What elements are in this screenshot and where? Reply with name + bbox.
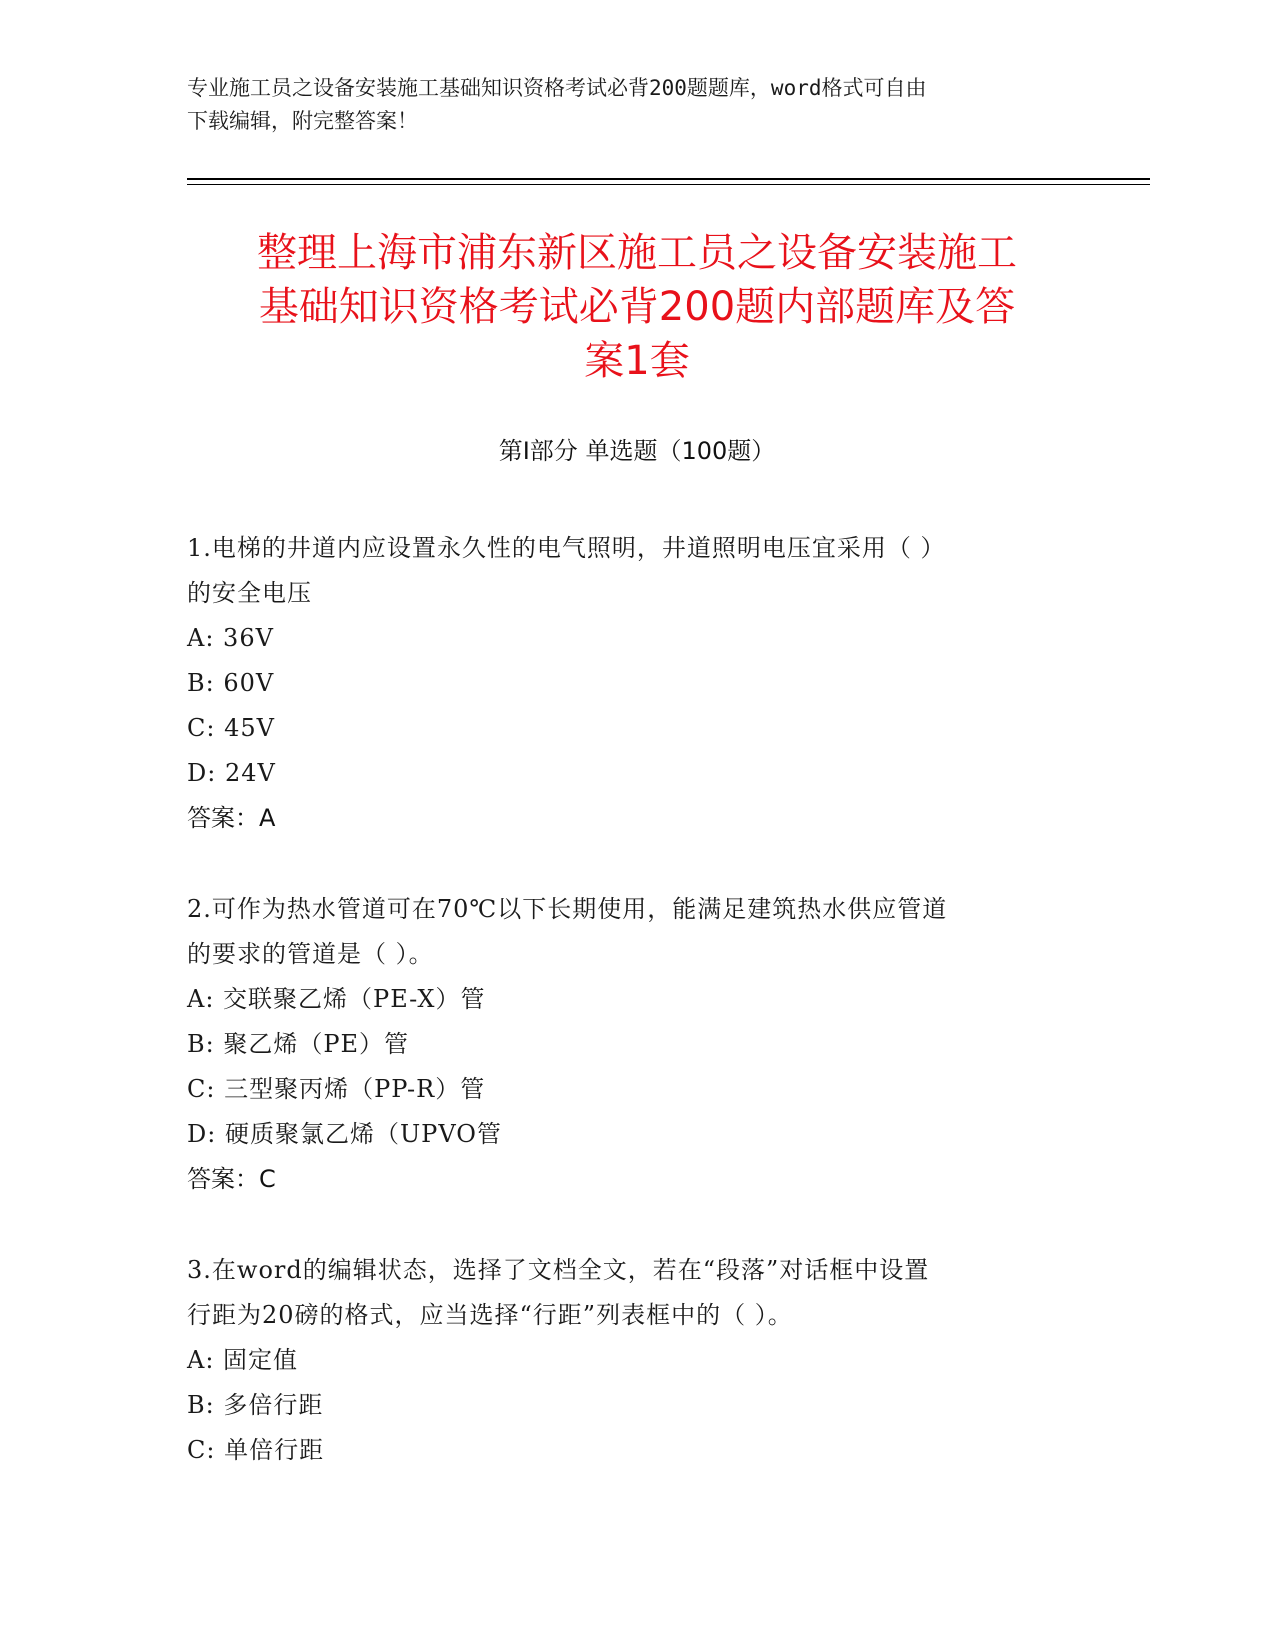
title-line: 整理上海市浦东新区施工员之设备安装施工 xyxy=(257,230,1017,276)
question-stem: 1.电梯的井道内应设置永久性的电气照明，井道照明电压宜采用（ ） xyxy=(187,534,946,562)
question-stem: 2.可作为热水管道可在70℃以下长期使用，能满足建筑热水供应管道 xyxy=(187,895,948,923)
question-option: A: 固定值 xyxy=(187,1346,299,1374)
question-gap xyxy=(187,841,1067,887)
question-item xyxy=(187,1248,1067,1473)
question-option: C: 45V xyxy=(187,714,275,742)
question-answer: 答案：A xyxy=(187,804,276,832)
question-answer: 答案：C xyxy=(187,1165,276,1193)
question-option: A: 交联聚乙烯（PE-X）管 xyxy=(187,985,486,1013)
question-item xyxy=(187,526,1067,841)
header-note-line: 专业施工员之设备安装施工基础知识资格考试必背200题题库，word格式可自由 xyxy=(187,76,927,100)
question-option: C: 单倍行距 xyxy=(187,1436,325,1464)
header-rule-thin xyxy=(187,184,1150,185)
question-list xyxy=(187,526,1067,1473)
question-option: D: 硬质聚氯乙烯（UPVO管 xyxy=(187,1120,502,1148)
question-stem: 3.在word的编辑状态，选择了文档全文，若在“段落”对话框中设置 xyxy=(187,1256,930,1284)
question-option: D: 24V xyxy=(187,759,276,787)
header-rule-thick xyxy=(187,178,1150,180)
header-note-line: 下载编辑，附完整答案！ xyxy=(187,109,418,133)
section-heading: 第Ⅰ部分 单选题（100题） xyxy=(498,437,776,465)
question-gap xyxy=(187,1202,1067,1248)
header-note xyxy=(187,72,1087,138)
question-option: B: 聚乙烯（PE）管 xyxy=(187,1030,410,1058)
question-option: B: 多倍行距 xyxy=(187,1391,324,1419)
question-stem: 的要求的管道是（ ）。 xyxy=(187,940,434,968)
question-option: A: 36V xyxy=(187,624,274,652)
question-option: B: 60V xyxy=(187,669,275,697)
document-title xyxy=(187,226,1087,388)
title-line: 案1套 xyxy=(584,338,690,384)
question-stem: 行距为20磅的格式，应当选择“行距”列表框中的（ ）。 xyxy=(187,1301,793,1329)
title-line: 基础知识资格考试必背200题内部题库及答 xyxy=(258,284,1016,330)
question-stem: 的安全电压 xyxy=(187,579,312,607)
question-option: C: 三型聚丙烯（PP-R）管 xyxy=(187,1075,486,1103)
question-item xyxy=(187,887,1067,1202)
